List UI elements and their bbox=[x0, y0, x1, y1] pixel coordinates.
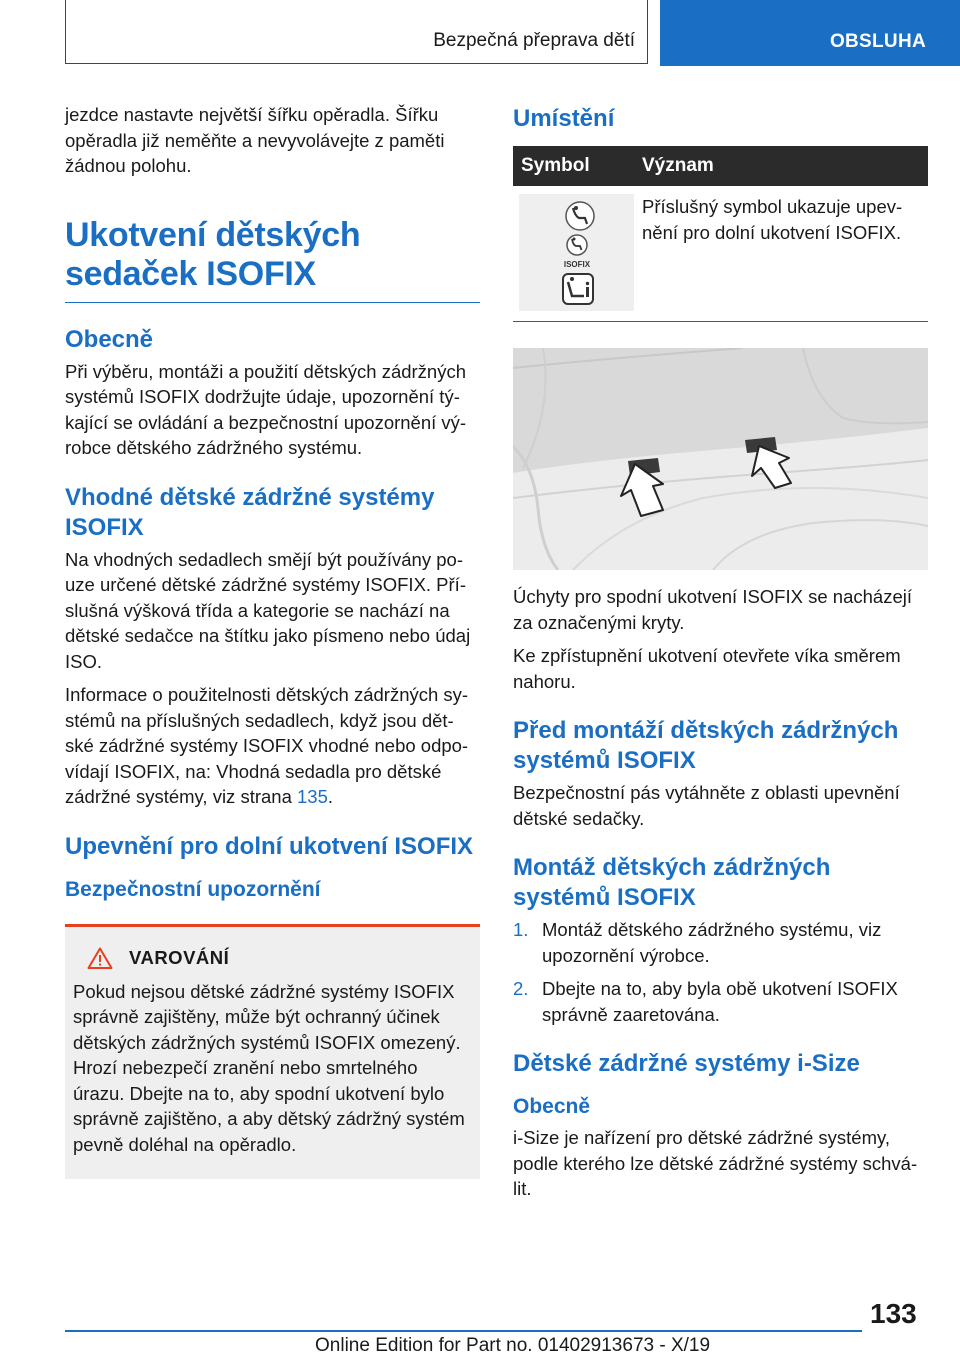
photo-caption-2: Ke zpřístupnění ukotvení otevřete víka směrem nahoru. bbox=[513, 645, 901, 692]
isofix-seat-photo bbox=[513, 348, 928, 570]
table-cell-symbol bbox=[513, 186, 634, 322]
step-text: Dbejte na to, aby byla obě ukotvení ISOFIX správně zaaretována. bbox=[542, 978, 898, 1025]
footer-divider bbox=[65, 1330, 862, 1332]
rear-seat-illustration bbox=[513, 348, 928, 570]
isofix-symbol-box bbox=[519, 194, 634, 311]
safety-heading: Bezpečnostní upozornění bbox=[65, 877, 321, 901]
before-install-heading: Před montáží dětských zádržných systémů ISOFIX bbox=[513, 717, 899, 774]
table-header-meaning: Význam bbox=[634, 146, 928, 186]
warning-box bbox=[65, 924, 480, 1180]
install-steps bbox=[513, 917, 928, 1027]
section-title-box bbox=[65, 0, 648, 64]
location-heading: Umístění bbox=[513, 105, 615, 132]
general-heading: Obecně bbox=[65, 325, 154, 353]
suitable-paragraph-1: Na vhodných sedadlech smějí být používány po- uze určené dětské zádržné systémy ISOFIX. Pří- slušná výšková třída a kategorie se nachází na dětské sedačce na štítku jako písmeno nebo údaj ISO. bbox=[65, 548, 471, 672]
step-text: Montáž dětského zádržného systému, viz upozornění výrobce. bbox=[542, 919, 882, 966]
photo-caption-1: Úchyty pro spodní ukotvení ISOFIX se nacházejí za označenými kryty. bbox=[513, 586, 912, 633]
install-heading: Montáž dětských zádržných systémů ISOFIX bbox=[513, 854, 831, 911]
warning-title: VAROVÁNÍ bbox=[129, 946, 230, 968]
suitable-heading: Vhodné dětské zádržné systémy ISOFIX bbox=[65, 483, 435, 541]
suitable-paragraph-2-text: Informace o použitelnosti dětských zádržných sy- stémů na příslušných sedadlech, když jsou dět- ské zádržné systémy ISOFIX vhodné nebo odpo- vídají ISOFIX, na: Vhodná sedadla pro dětské zádržné systémy, viz strana bbox=[65, 684, 469, 807]
warning-title-row bbox=[87, 947, 470, 969]
table-header-row bbox=[513, 146, 928, 186]
suitable-paragraph-2-end: . bbox=[327, 786, 334, 807]
general-paragraph: Při výběru, montáži a použití dětských zádržných systémů ISOFIX dodržujte údaje, upozornění tý- kající se ovládání a bezpečnostní upozornění vý- robce dětského zádržného systému. bbox=[65, 360, 467, 458]
isize-text: i-Size je nařízení pro dětské zádržné systémy, podle kterého lze dětské zádržné systémy schvá- lit. bbox=[513, 1127, 918, 1199]
mount-heading: Upevnění pro dolní ukotvení ISOFIX bbox=[65, 832, 474, 860]
list-item bbox=[513, 917, 928, 968]
left-column bbox=[65, 102, 480, 1179]
page-reference-link[interactable]: 135 bbox=[297, 786, 328, 807]
warning-text: Pokud nejsou dětské zádržné systémy ISOFIX správně zajištěny, může být ochranný účinek dětských zádržných systémů ISOFIX omezený. Hrozí nebezpečí zranění nebo smrtelného úrazu. Dbejte na to, aby spodní ukotvení bylo správně zajištěno, a aby dětský zádržný systém pevně doléhal na opěradlo. bbox=[73, 980, 465, 1155]
isofix-icon-label: ISOFIX bbox=[563, 260, 591, 269]
page-number: 133 bbox=[870, 1298, 917, 1329]
step-number: 1. bbox=[513, 919, 529, 940]
list-item bbox=[513, 976, 928, 1027]
before-install-text: Bezpečnostní pás vytáhněte z oblasti upevnění dětské sedačky. bbox=[513, 782, 900, 829]
isofix-child-seat-icon bbox=[519, 194, 634, 311]
table-header-symbol: Symbol bbox=[513, 146, 634, 186]
section-title: Bezpečná přeprava dětí bbox=[433, 30, 635, 51]
page-header bbox=[0, 0, 960, 66]
chapter-tab-label: OBSLUHA bbox=[829, 31, 926, 52]
step-number: 2. bbox=[513, 978, 529, 999]
chapter-title: Ukotvení dětských sedaček ISOFIX bbox=[65, 216, 480, 303]
warning-triangle-icon bbox=[87, 947, 113, 969]
table-cell-meaning: Příslušný symbol ukazuje upev- nění pro dolní ukotvení ISOFIX. bbox=[634, 186, 928, 322]
symbol-table bbox=[513, 146, 928, 322]
right-column bbox=[513, 102, 928, 1210]
footer-edition: Online Edition for Part no. 01402913673 - X/19 bbox=[315, 1335, 711, 1356]
chapter-tab[interactable] bbox=[660, 0, 960, 66]
isize-general-heading: Obecně bbox=[513, 1095, 591, 1118]
table-row bbox=[513, 186, 928, 322]
isize-heading: Dětské zádržné systémy i-Size bbox=[513, 1050, 860, 1077]
suitable-paragraph-2 bbox=[65, 682, 480, 810]
intro-paragraph: jezdce nastavte největší šířku opěradla. Šířku opěradla již neměňte a nevyvolávejte z paměti žádnou polohu. bbox=[65, 104, 445, 176]
